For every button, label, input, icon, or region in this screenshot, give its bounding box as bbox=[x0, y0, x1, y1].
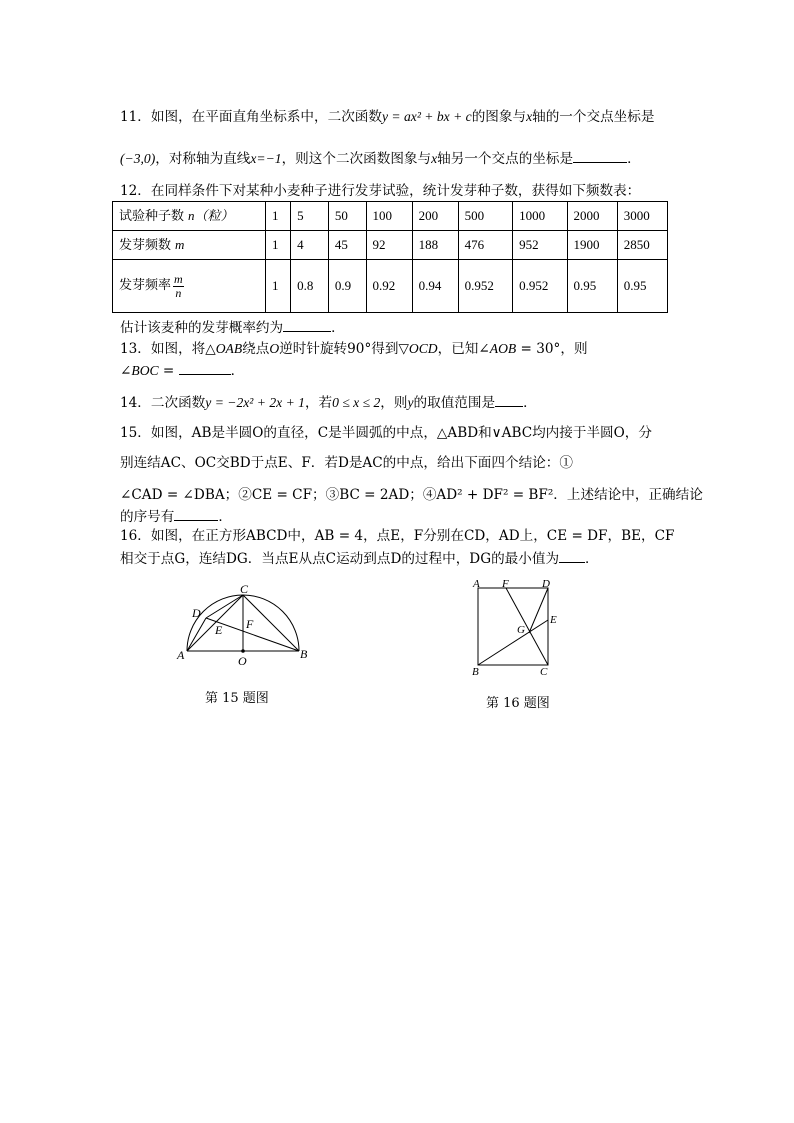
q15-end: ． bbox=[218, 509, 232, 525]
q16-answer-blank[interactable] bbox=[559, 550, 585, 563]
q11-end: ． bbox=[627, 151, 641, 167]
table-cell: 200 bbox=[412, 202, 458, 231]
figure-16-caption: 第 16 题图 bbox=[486, 696, 550, 711]
q13-line1 bbox=[120, 340, 588, 359]
q16-line2 bbox=[120, 550, 599, 569]
q11-x-var-2: x bbox=[431, 151, 438, 166]
row-label-m: 发芽频数 m bbox=[113, 231, 266, 260]
label-o: O bbox=[238, 654, 247, 668]
fraction-m-over-n: $\frac{m}{n}$ bbox=[174, 271, 183, 300]
q11-line1 bbox=[120, 108, 654, 127]
q15-line4 bbox=[120, 508, 232, 527]
q15-line1: 15．如图，AB是半圆O的直径，C是半圆弧的中点，△ABD和∨ABC均内接于半圆O，分 bbox=[120, 425, 652, 441]
q12-estimate-text: 估计该麦种的发芽概率约为 bbox=[120, 320, 284, 336]
q13-answer-blank[interactable] bbox=[179, 362, 231, 375]
q13-tri2: OCD bbox=[408, 341, 438, 356]
q13-text-b: 绕点 bbox=[242, 341, 270, 357]
q12-end: ． bbox=[331, 320, 345, 336]
table-cell: 476 bbox=[458, 231, 512, 260]
q14-y-var: y bbox=[407, 395, 414, 410]
q14-answer-blank[interactable] bbox=[495, 394, 523, 407]
q15-answer-blank[interactable] bbox=[174, 508, 218, 521]
label-f: F bbox=[502, 578, 509, 590]
label-e: E bbox=[550, 614, 557, 626]
center-point bbox=[241, 649, 245, 653]
figure-16-square bbox=[466, 578, 566, 678]
table-cell: 1900 bbox=[567, 231, 617, 260]
q15-line3: ∠CAD = ∠DBA；②CE = CF；③BC = 2AD；④AD² + DF² = BF²．上述结论中，正确结论 bbox=[120, 487, 703, 503]
q11-text-f: 轴另一个交点的坐标是 bbox=[437, 151, 574, 167]
q11-line2 bbox=[120, 150, 641, 169]
label-e: E bbox=[215, 623, 223, 637]
q13-line2 bbox=[120, 362, 244, 381]
q15-text-a: 的序号有 bbox=[120, 509, 175, 525]
q13-tri1: OAB bbox=[215, 341, 243, 356]
q14-formula: y = −2x² + 2x + 1 bbox=[205, 395, 305, 410]
q14-text-d: 的取值范围是 bbox=[413, 395, 496, 411]
figure-15-semicircle bbox=[172, 580, 322, 672]
table-cell: 2000 bbox=[567, 202, 617, 231]
segment-fc bbox=[506, 588, 548, 665]
table-cell: 50 bbox=[328, 202, 366, 231]
q14-text-a: 14．二次函数 bbox=[120, 395, 206, 411]
q12-estimate bbox=[120, 319, 345, 338]
label-f: F bbox=[246, 617, 254, 631]
q14-range: 0 ≤ x ≤ 2 bbox=[332, 395, 381, 410]
frequency-table bbox=[112, 201, 668, 313]
table-row bbox=[113, 260, 668, 313]
row-label-n: 试验种子数 n（粒） bbox=[113, 202, 266, 231]
figure-15-caption: 第 15 题图 bbox=[205, 691, 269, 706]
q12-intro: 12．在同样条件下对某种小麦种子进行发芽试验，统计发芽种子数，获得如下频数表： bbox=[120, 183, 641, 199]
label-d: D bbox=[542, 578, 550, 590]
q13-text-a: 13．如图，将△ bbox=[120, 341, 216, 357]
q13-angle-sign: ∠ bbox=[120, 363, 132, 379]
table-cell: 188 bbox=[412, 231, 458, 260]
table-cell: 0.952 bbox=[458, 260, 512, 313]
q13-text-d: ，已知∠ bbox=[437, 341, 490, 357]
q16-line1: 16．如图，在正方形ABCD中，AB = 4，点E，F分别在CD，AD上，CE = DF，BE，CF bbox=[120, 528, 675, 544]
table-row bbox=[113, 202, 668, 231]
table-cell: 4 bbox=[291, 231, 329, 260]
table-cell: 0.92 bbox=[366, 260, 412, 313]
q16-text-a: 相交于点G，连结DG．当点E从点C运动到点D的过程中，DG的最小值为 bbox=[120, 551, 560, 567]
q13-end: ． bbox=[230, 363, 245, 379]
label-a: A bbox=[177, 648, 185, 662]
table-cell: 0.952 bbox=[513, 260, 567, 313]
label-c: C bbox=[240, 582, 249, 596]
table-cell: 100 bbox=[366, 202, 412, 231]
q13-angle: AOB bbox=[489, 341, 517, 356]
q11-text-a: 11．如图，在平面直角坐标系中，二次函数 bbox=[120, 109, 382, 125]
q13-point: O bbox=[269, 341, 280, 356]
table-cell: 1 bbox=[266, 231, 291, 260]
q11-text-c: 轴的一个交点坐标是 bbox=[532, 109, 655, 125]
q15-line2: 别连结AC、OC交BD于点E、F．若D是AC的中点，给出下面四个结论：① bbox=[120, 455, 573, 471]
table-cell: 1 bbox=[266, 260, 291, 313]
q13-angle-boc: BOC bbox=[131, 363, 159, 378]
table-cell: 2850 bbox=[617, 231, 667, 260]
q13-equals: = bbox=[158, 363, 179, 379]
q11-text-d: ，对称轴为直线 bbox=[155, 151, 251, 167]
table-cell: 500 bbox=[458, 202, 512, 231]
table-row bbox=[113, 231, 668, 260]
q14-text-c: ，则 bbox=[380, 395, 408, 411]
q11-axis: x=−1 bbox=[250, 151, 282, 166]
label-b: B bbox=[300, 647, 308, 661]
q11-x-var: x bbox=[526, 109, 533, 124]
segment-be bbox=[478, 620, 548, 665]
table-cell: 0.9 bbox=[328, 260, 366, 313]
q11-answer-blank[interactable] bbox=[573, 150, 627, 163]
label-b: B bbox=[472, 666, 479, 678]
q13-text-c: 逆时针旋转90°得到▽ bbox=[279, 341, 409, 357]
label-a: A bbox=[473, 578, 480, 590]
label-d: D bbox=[192, 606, 201, 620]
q11-point: (−3,0) bbox=[120, 151, 156, 166]
table-cell: 0.94 bbox=[412, 260, 458, 313]
q12-answer-blank[interactable] bbox=[283, 319, 331, 332]
q11-text-e: ，则这个二次函数图象与 bbox=[281, 151, 432, 167]
table-cell: 5 bbox=[291, 202, 329, 231]
q13-text-e: = 30°，则 bbox=[516, 341, 588, 357]
q14-text-b: ，若 bbox=[304, 395, 333, 411]
table-cell: 3000 bbox=[617, 202, 667, 231]
q14-line bbox=[120, 394, 537, 413]
table-cell: 45 bbox=[328, 231, 366, 260]
table-cell: 92 bbox=[366, 231, 412, 260]
label-c: C bbox=[540, 666, 548, 678]
table-cell: 1 bbox=[266, 202, 291, 231]
table-cell: 0.95 bbox=[617, 260, 667, 313]
label-g: G bbox=[517, 624, 525, 636]
table-cell: 0.8 bbox=[291, 260, 329, 313]
table-cell: 0.95 bbox=[567, 260, 617, 313]
table-cell: 1000 bbox=[513, 202, 567, 231]
q11-formula: y = ax² + bx + c bbox=[381, 109, 472, 124]
q16-end: ． bbox=[585, 551, 599, 567]
table-cell: 952 bbox=[513, 231, 567, 260]
q14-end: ． bbox=[523, 395, 537, 411]
row-label-freq: 发芽频率 $\frac{m}{n}$ bbox=[113, 260, 266, 313]
q11-text-b: 的图象与 bbox=[471, 109, 527, 125]
